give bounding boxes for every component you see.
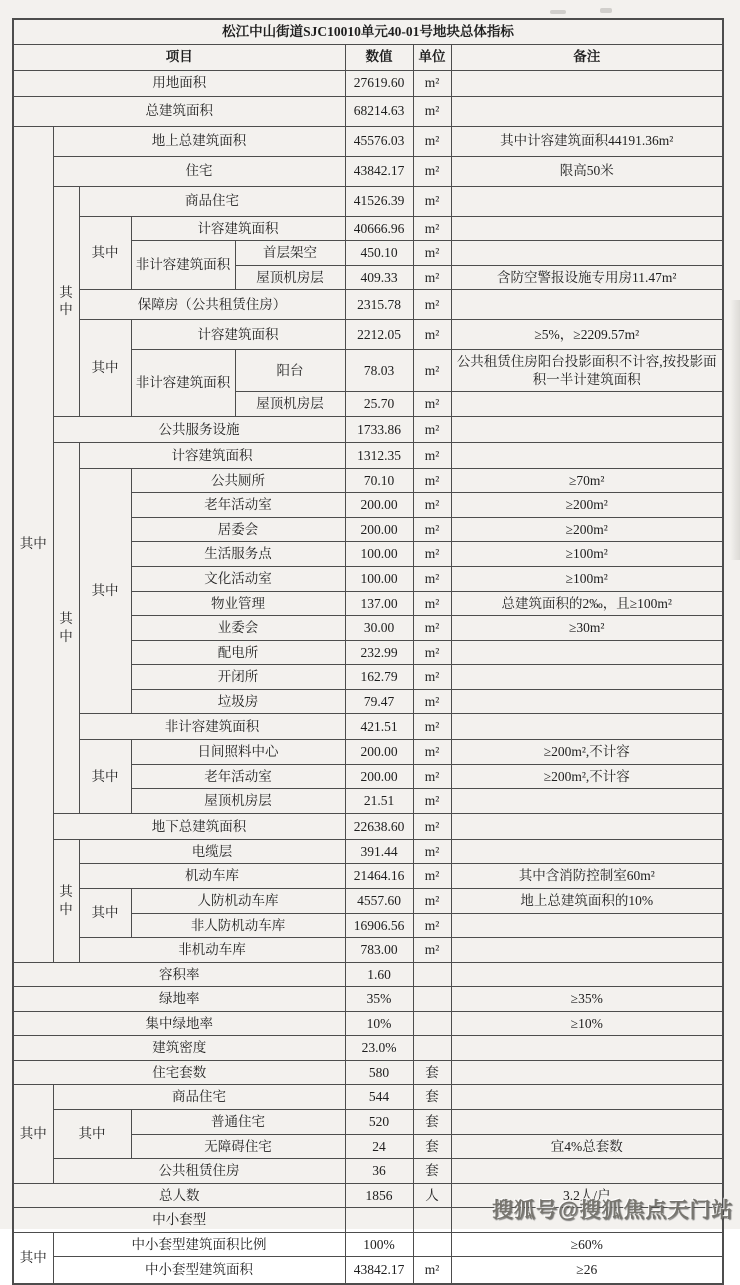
item-label-cell: 计容建筑面积	[79, 442, 345, 468]
unit-cell: m²	[413, 789, 451, 814]
remark-cell: ≥200m²	[451, 517, 723, 542]
remark-cell: 公共租赁住房阳台投影面积不计容,按投影面积一半计建筑面积	[451, 350, 723, 392]
table-row	[13, 987, 723, 1012]
table-row	[13, 714, 723, 740]
item-label-cell: 垃圾房	[131, 689, 345, 714]
table-row	[13, 1011, 723, 1036]
value-cell: 1733.86	[345, 416, 413, 442]
value-cell: 409.33	[345, 265, 413, 290]
item-label-cell: 中小套型建筑面积比例	[53, 1232, 345, 1257]
item-label-cell: 配电所	[131, 640, 345, 665]
value-cell: 783.00	[345, 938, 413, 963]
item-label-cell: 容积率	[13, 962, 345, 987]
unit-cell: 套	[413, 1085, 451, 1110]
item-label-cell: 居委会	[131, 517, 345, 542]
table-row	[13, 1060, 723, 1085]
table-row	[13, 962, 723, 987]
value-cell: 1.60	[345, 962, 413, 987]
table-row	[13, 839, 723, 864]
unit-cell: m²	[413, 126, 451, 156]
item-label-cell: 屋顶机房层	[131, 789, 345, 814]
unit-cell: m²	[413, 689, 451, 714]
value-cell: 137.00	[345, 591, 413, 616]
unit-cell: m²	[413, 290, 451, 320]
merge-label-cell: 其中	[79, 468, 131, 713]
item-label-cell: 文化活动室	[131, 567, 345, 592]
item-label-cell: 普通住宅	[131, 1109, 345, 1134]
value-cell: 544	[345, 1085, 413, 1110]
value-cell: 580	[345, 1060, 413, 1085]
remark-cell: 含防空警报设施专用房11.47m²	[451, 265, 723, 290]
value-cell: 24	[345, 1134, 413, 1159]
unit-cell	[413, 1036, 451, 1061]
watermark-text: 搜狐号@搜狐焦点天门站	[492, 1199, 734, 1222]
unit-cell: 套	[413, 1060, 451, 1085]
remark-cell: 其中含消防控制室60m²	[451, 864, 723, 889]
unit-cell: 人	[413, 1183, 451, 1208]
unit-cell: 套	[413, 1159, 451, 1184]
unit-cell: m²	[413, 567, 451, 592]
value-cell: 520	[345, 1109, 413, 1134]
item-label-cell: 公共厕所	[131, 468, 345, 493]
merge-label-cell: 其中	[13, 126, 53, 962]
item-label-cell: 日间照料中心	[131, 740, 345, 765]
merge-label-cell: 其中	[79, 740, 131, 814]
item-label-cell: 非计容建筑面积	[131, 350, 235, 417]
unit-cell: m²	[413, 740, 451, 765]
remark-cell: ≥60%	[451, 1232, 723, 1257]
remark-cell	[451, 640, 723, 665]
item-label-cell: 物业管理	[131, 591, 345, 616]
unit-cell: m²	[413, 839, 451, 864]
item-label-cell: 屋顶机房层	[235, 265, 345, 290]
unit-cell: m²	[413, 938, 451, 963]
value-cell: 200.00	[345, 764, 413, 789]
scan-edge-smudge	[730, 300, 740, 560]
remark-cell	[451, 96, 723, 126]
remark-cell	[451, 962, 723, 987]
value-cell: 2315.78	[345, 290, 413, 320]
value-cell: 2212.05	[345, 320, 413, 350]
item-label-cell: 地上总建筑面积	[53, 126, 345, 156]
item-label-cell: 计容建筑面积	[131, 320, 345, 350]
item-label-cell: 老年活动室	[131, 764, 345, 789]
unit-cell: m²	[413, 493, 451, 518]
item-label-cell: 中小套型建筑面积	[53, 1257, 345, 1284]
item-label-cell: 电缆层	[79, 839, 345, 864]
remark-cell: ≥10%	[451, 1011, 723, 1036]
item-label-cell: 屋顶机房层	[235, 392, 345, 417]
item-label-cell: 公共服务设施	[53, 416, 345, 442]
table-title: 松江中山街道SJC10010单元40-01号地块总体指标	[13, 19, 723, 44]
remark-cell	[451, 442, 723, 468]
column-header-remark: 备注	[451, 44, 723, 70]
unit-cell: m²	[413, 216, 451, 241]
remark-cell	[451, 392, 723, 417]
indicators-table	[12, 18, 724, 1285]
unit-cell: m²	[413, 156, 451, 186]
value-cell: 21.51	[345, 789, 413, 814]
item-label-cell: 住宅套数	[13, 1060, 345, 1085]
item-label-cell: 业委会	[131, 616, 345, 641]
item-label-cell: 商品住宅	[79, 186, 345, 216]
value-cell: 78.03	[345, 350, 413, 392]
remark-cell: ≥35%	[451, 987, 723, 1012]
item-label-cell: 老年活动室	[131, 493, 345, 518]
unit-cell: m²	[413, 392, 451, 417]
unit-cell: m²	[413, 241, 451, 266]
value-cell: 421.51	[345, 714, 413, 740]
value-cell: 100.00	[345, 542, 413, 567]
table-row	[13, 1232, 723, 1257]
remark-cell: ≥30m²	[451, 616, 723, 641]
table-row	[13, 416, 723, 442]
item-label-cell: 人防机动车库	[131, 889, 345, 914]
item-label-cell: 开闭所	[131, 665, 345, 690]
item-label-cell: 商品住宅	[53, 1085, 345, 1110]
remark-cell	[451, 938, 723, 963]
table-row	[13, 186, 723, 216]
unit-cell: m²	[413, 96, 451, 126]
item-label-cell: 非计容建筑面积	[79, 714, 345, 740]
remark-cell: 其中计容建筑面积44191.36m²	[451, 126, 723, 156]
remark-cell: 限高50米	[451, 156, 723, 186]
value-cell: 25.70	[345, 392, 413, 417]
remark-cell	[451, 416, 723, 442]
table-body	[13, 70, 723, 1284]
table-row	[13, 1109, 723, 1134]
remark-cell: ≥70m²	[451, 468, 723, 493]
value-cell: 450.10	[345, 241, 413, 266]
remark-cell: ≥200m²	[451, 493, 723, 518]
remark-cell	[451, 714, 723, 740]
item-label-cell: 中小套型	[13, 1208, 345, 1233]
table-row	[13, 96, 723, 126]
remark-cell	[451, 290, 723, 320]
table-row	[13, 126, 723, 156]
value-cell: 232.99	[345, 640, 413, 665]
table-row	[13, 889, 723, 914]
unit-cell: m²	[413, 714, 451, 740]
scan-artifact	[600, 8, 612, 13]
unit-cell: m²	[413, 265, 451, 290]
unit-cell	[413, 962, 451, 987]
item-label-cell: 无障碍住宅	[131, 1134, 345, 1159]
value-cell: 45576.03	[345, 126, 413, 156]
value-cell: 200.00	[345, 493, 413, 518]
table-row	[13, 1085, 723, 1110]
value-cell: 41526.39	[345, 186, 413, 216]
value-cell: 162.79	[345, 665, 413, 690]
table-row	[13, 156, 723, 186]
unit-cell: m²	[413, 889, 451, 914]
value-cell: 200.00	[345, 740, 413, 765]
value-cell: 43842.17	[345, 156, 413, 186]
merge-label-cell-vertical: 其中	[53, 186, 79, 416]
column-header-item: 项目	[13, 44, 345, 70]
value-cell: 1312.35	[345, 442, 413, 468]
remark-cell	[451, 216, 723, 241]
unit-cell: m²	[413, 864, 451, 889]
item-label-cell: 非机动车库	[79, 938, 345, 963]
remark-cell	[451, 186, 723, 216]
item-label-cell: 非计容建筑面积	[131, 241, 235, 290]
unit-cell: m²	[413, 616, 451, 641]
unit-cell: 套	[413, 1134, 451, 1159]
unit-cell: m²	[413, 913, 451, 938]
value-cell: 100%	[345, 1232, 413, 1257]
item-label-cell: 用地面积	[13, 70, 345, 96]
remark-cell	[451, 839, 723, 864]
value-cell: 4557.60	[345, 889, 413, 914]
merge-label-cell: 其中	[79, 320, 131, 417]
header-row	[13, 44, 723, 70]
unit-cell: m²	[413, 640, 451, 665]
table-row	[13, 813, 723, 839]
item-label-cell: 总人数	[13, 1183, 345, 1208]
unit-cell: m²	[413, 442, 451, 468]
item-label-cell: 保障房（公共租赁住房）	[79, 290, 345, 320]
unit-cell: m²	[413, 764, 451, 789]
table-row	[13, 740, 723, 765]
remark-cell: 总建筑面积的2‰，且≥100m²	[451, 591, 723, 616]
remark-cell	[451, 665, 723, 690]
merge-label-cell: 其中	[53, 1109, 131, 1158]
unit-cell	[413, 987, 451, 1012]
value-cell: 40666.96	[345, 216, 413, 241]
value-cell: 79.47	[345, 689, 413, 714]
scan-artifact	[550, 10, 566, 14]
remark-cell	[451, 1159, 723, 1184]
item-label-cell: 首层架空	[235, 241, 345, 266]
remark-cell	[451, 913, 723, 938]
merge-label-cell: 其中	[13, 1085, 53, 1183]
remark-cell	[451, 1036, 723, 1061]
remark-cell	[451, 813, 723, 839]
value-cell: 43842.17	[345, 1257, 413, 1284]
item-label-cell: 集中绿地率	[13, 1011, 345, 1036]
remark-cell: ≥5%，≥2209.57m²	[451, 320, 723, 350]
value-cell: 35%	[345, 987, 413, 1012]
unit-cell: m²	[413, 591, 451, 616]
unit-cell: m²	[413, 665, 451, 690]
unit-cell: 套	[413, 1109, 451, 1134]
remark-cell: 3.2人/户	[451, 1183, 723, 1208]
item-label-cell: 生活服务点	[131, 542, 345, 567]
remark-cell	[451, 1109, 723, 1134]
column-header-value: 数值	[345, 44, 413, 70]
table-row	[13, 216, 723, 241]
table-row	[13, 1159, 723, 1184]
unit-cell: m²	[413, 813, 451, 839]
unit-cell: m²	[413, 416, 451, 442]
value-cell: 200.00	[345, 517, 413, 542]
remark-cell	[451, 689, 723, 714]
item-label-cell: 地下总建筑面积	[53, 813, 345, 839]
column-header-unit: 单位	[413, 44, 451, 70]
unit-cell: m²	[413, 320, 451, 350]
item-label-cell: 计容建筑面积	[131, 216, 345, 241]
value-cell: 27619.60	[345, 70, 413, 96]
remark-cell: 宜4%总套数	[451, 1134, 723, 1159]
remark-cell: ≥26	[451, 1257, 723, 1284]
unit-cell: m²	[413, 542, 451, 567]
unit-cell: m²	[413, 70, 451, 96]
item-label-cell: 非人防机动车库	[131, 913, 345, 938]
unit-cell	[413, 1232, 451, 1257]
unit-cell: m²	[413, 468, 451, 493]
remark-cell: ≥200m²,不计容	[451, 764, 723, 789]
unit-cell: m²	[413, 1257, 451, 1284]
remark-cell	[451, 241, 723, 266]
value-cell: 10%	[345, 1011, 413, 1036]
value-cell: 391.44	[345, 839, 413, 864]
unit-cell: m²	[413, 517, 451, 542]
value-cell: 100.00	[345, 567, 413, 592]
value-cell: 1856	[345, 1183, 413, 1208]
merge-label-cell: 其中	[79, 889, 131, 938]
unit-cell: m²	[413, 350, 451, 392]
table-row	[13, 320, 723, 350]
remark-cell: ≥200m²,不计容	[451, 740, 723, 765]
value-cell: 30.00	[345, 616, 413, 641]
table-row	[13, 70, 723, 96]
item-label-cell: 总建筑面积	[13, 96, 345, 126]
remark-cell: ≥100m²	[451, 542, 723, 567]
table-row	[13, 442, 723, 468]
table-row	[13, 468, 723, 493]
remark-cell	[451, 1060, 723, 1085]
merge-label-cell-vertical: 其中	[53, 839, 79, 962]
merge-label-cell: 其中	[13, 1232, 53, 1284]
value-cell: 16906.56	[345, 913, 413, 938]
item-label-cell: 阳台	[235, 350, 345, 392]
table-row	[13, 1036, 723, 1061]
value-cell: 36	[345, 1159, 413, 1184]
value-cell: 70.10	[345, 468, 413, 493]
table-row	[13, 864, 723, 889]
value-cell: 68214.63	[345, 96, 413, 126]
merge-label-cell-vertical: 其中	[53, 442, 79, 813]
value-cell: 21464.16	[345, 864, 413, 889]
remark-cell	[451, 70, 723, 96]
value-cell: 23.0%	[345, 1036, 413, 1061]
unit-cell: m²	[413, 186, 451, 216]
remark-cell	[451, 1085, 723, 1110]
table-row	[13, 1257, 723, 1284]
item-label-cell: 建筑密度	[13, 1036, 345, 1061]
remark-cell: 地上总建筑面积的10%	[451, 889, 723, 914]
remark-cell: ≥100m²	[451, 567, 723, 592]
title-row	[13, 19, 723, 44]
table-row	[13, 938, 723, 963]
remark-cell	[451, 789, 723, 814]
value-cell: 22638.60	[345, 813, 413, 839]
item-label-cell: 机动车库	[79, 864, 345, 889]
item-label-cell: 绿地率	[13, 987, 345, 1012]
unit-cell	[413, 1011, 451, 1036]
item-label-cell: 住宅	[53, 156, 345, 186]
item-label-cell: 公共租赁住房	[53, 1159, 345, 1184]
table-row	[13, 290, 723, 320]
merge-label-cell: 其中	[79, 216, 131, 290]
